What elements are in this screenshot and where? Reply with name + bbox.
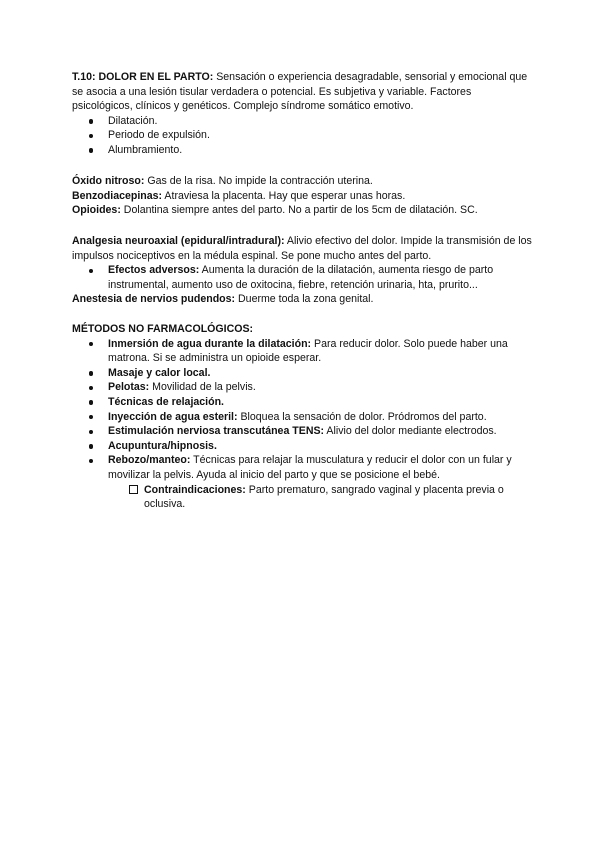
list-item — [72, 380, 532, 395]
list-item — [72, 337, 532, 366]
methods-list — [72, 337, 532, 483]
contraindications-term: Contraindicaciones: — [144, 483, 246, 496]
drug-text: Gas de la risa. No impide la contracción uterina. — [144, 175, 373, 187]
neuroaxial-text: Alivio efectivo del dolor. Impide la transmisión de los impulsos nociceptivos en la médula espinal. Se pone mucho antes del parto. — [72, 235, 532, 262]
list-item — [72, 410, 532, 425]
checkbox-icon — [129, 485, 138, 494]
method-term: Estimulación nerviosa transcutánea TENS: — [108, 425, 325, 438]
method-term: Técnicas de relajación. — [108, 395, 224, 408]
drug-paragraph — [72, 189, 532, 204]
intro-paragraph — [72, 70, 532, 114]
drugs-section — [72, 174, 532, 218]
method-text: Bloquea la sensación de dolor. Pródromos del parto. — [237, 410, 487, 423]
adverse-term: Efectos adversos: — [108, 264, 200, 277]
contraindications-text: Parto prematuro, sangrado vaginal y placenta previa o oclusiva. — [144, 483, 504, 511]
method-term: Acupuntura/hipnosis. — [108, 439, 217, 452]
intro-section — [72, 70, 532, 158]
contraindications-item — [72, 483, 532, 512]
pudendos-term: Anestesia de nervios pudendos: — [72, 293, 236, 306]
list-item — [72, 395, 532, 410]
drug-term: Benzodiacepinas: — [72, 189, 163, 202]
list-item — [72, 424, 532, 439]
drug-text: Atraviesa la placenta. Hay que esperar unas horas. — [162, 189, 406, 202]
method-term: Inyección de agua esteril: — [108, 410, 238, 423]
adverse-text: Aumenta la duración de la dilatación, aumenta riesgo de parto instrumental, aumento uso de oxitocina, fiebre, retención urinaria, hta, prurito... — [108, 264, 494, 291]
neuroaxial-paragraph — [72, 234, 532, 263]
method-text: Alivio del dolor mediante electrodos. — [324, 425, 497, 438]
neuroaxial-section — [72, 234, 532, 307]
method-term: Inmersión de agua durante la dilatación: — [108, 337, 312, 350]
method-term: Pelotas: — [108, 381, 150, 394]
neuroaxial-term: Analgesia neuroaxial (epidural/intradural): — [72, 235, 285, 247]
drug-paragraph — [72, 174, 532, 189]
list-item — [72, 366, 532, 381]
list-item: Dilatación. — [72, 114, 532, 129]
stages-list — [72, 114, 532, 158]
list-item — [72, 439, 532, 454]
drug-term: Óxido nitroso: — [72, 175, 145, 187]
list-item — [72, 453, 532, 482]
intro-text: Sensación o experiencia desagradable, sensorial y emocional que se asocia a una lesión tisular verdadera o potencial. Es subjetiva y variable. Factores psicológicos, clínicos y genéticos. Complejo síndrome somático emotivo. — [72, 71, 528, 113]
method-term: Rebozo/manteo: — [108, 454, 191, 467]
method-text: Movilidad de la pelvis. — [149, 381, 256, 394]
adverse-effects-list — [72, 263, 532, 292]
list-item: Periodo de expulsión. — [72, 128, 532, 143]
method-text: Para reducir dolor. Solo puede haber una matrona. Si se administra un opioide esperar. — [108, 337, 508, 365]
list-item: Alumbramiento. — [72, 143, 532, 158]
section-heading — [72, 322, 532, 337]
pudendos-paragraph — [72, 292, 532, 307]
drug-term: Opioides: — [72, 204, 121, 217]
list-item — [72, 263, 532, 292]
method-term: Masaje y calor local. — [108, 366, 211, 379]
method-text: Técnicas para relajar la musculatura y reducir el dolor con un fular y movilizar la pelvis. Ayuda al inicio del parto y que se posicione el bebé. — [108, 454, 512, 481]
section-heading: T.10: DOLOR EN EL PARTO: — [72, 71, 214, 83]
drug-paragraph — [72, 203, 532, 218]
section-heading-text: MÉTODOS NO FARMACOLÓGICOS: — [72, 323, 254, 335]
drug-text: Dolantina siempre antes del parto. No a partir de los 5cm de dilatación. SC. — [120, 204, 478, 217]
pudendos-text: Duerme toda la zona genital. — [235, 293, 374, 306]
contraindications-line — [128, 483, 532, 512]
non-pharma-section — [72, 322, 532, 512]
